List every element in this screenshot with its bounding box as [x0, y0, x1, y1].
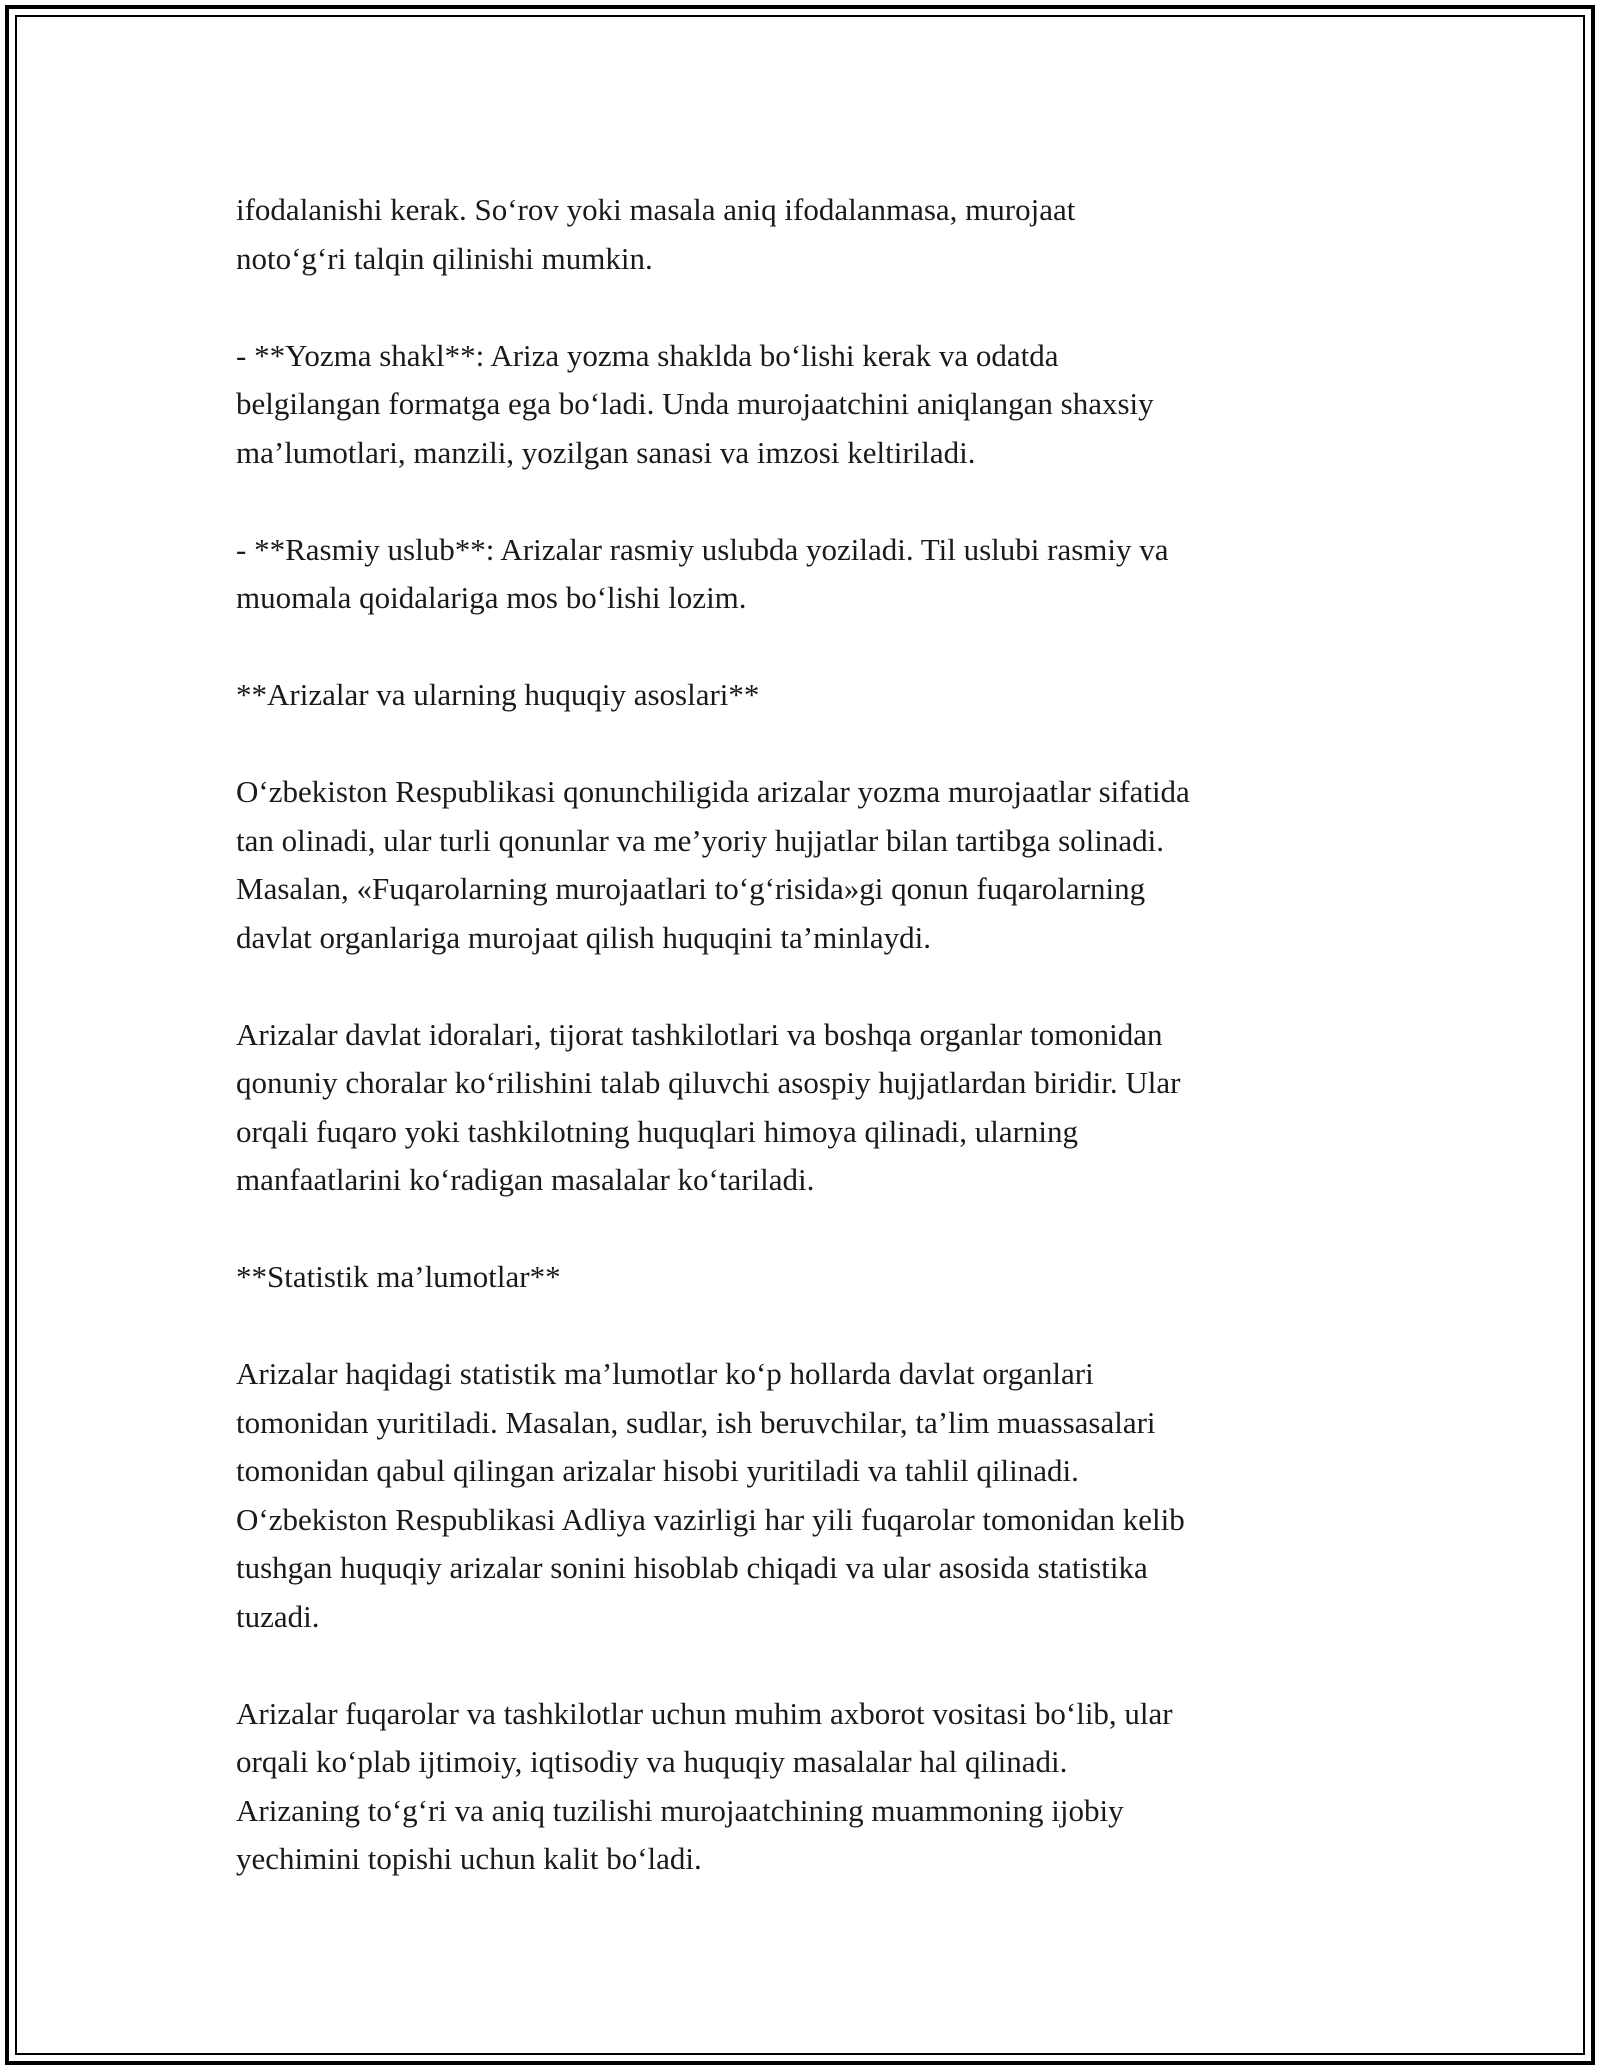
text-line: ma’lumotlari, manzili, yozilgan sanasi va imzosi keltiriladi.	[236, 434, 976, 470]
paragraph	[236, 1350, 1376, 1641]
text-line: Arizaning to‘g‘ri va aniq tuzilishi murojaatchining muammoning ijobiy	[236, 1792, 1124, 1828]
section-heading	[236, 1253, 1376, 1302]
text-line: orqali fuqaro yoki tashkilotning huquqlari himoya qilinadi, ularning	[236, 1113, 1079, 1149]
text-line: belgilangan formatga ega bo‘ladi. Unda murojaatchini aniqlangan shaxsiy	[236, 386, 1154, 421]
paragraph	[236, 768, 1376, 962]
text-line: davlat organlariga murojaat qilish huquqini ta’minlaydi.	[236, 919, 932, 955]
paragraph	[236, 186, 1376, 283]
text-line: **Statistik ma’lumotlar**	[236, 1259, 561, 1294]
text-line: tuzadi.	[236, 1598, 320, 1634]
text-line: tomonidan yuritiladi. Masalan, sudlar, ish beruvchilar, ta’lim muassasalari	[236, 1404, 1156, 1440]
text-line: manfaatlarini ko‘radigan masalalar ko‘tariladi.	[236, 1162, 815, 1197]
list-item-yozma-shakl	[236, 332, 1376, 478]
text-line: Arizalar haqidagi statistik ma’lumotlar ko‘p hollarda davlat organlari	[236, 1356, 1094, 1391]
text-line: qonuniy choralar ko‘rilishini talab qiluvchi asospiy hujjatlardan biridir. Ular	[236, 1065, 1181, 1100]
text-line: tushgan huquqiy arizalar sonini hisoblab chiqadi va ular asosida statistika	[236, 1550, 1148, 1585]
text-line: ifodalanishi kerak. So‘rov yoki masala aniq ifodalanmasa, murojaat	[236, 192, 1076, 227]
section-heading	[236, 671, 1376, 720]
text-line: muomala qoidalariga mos bo‘lishi lozim.	[236, 580, 747, 615]
paragraph	[236, 1011, 1376, 1205]
text-line: Arizalar davlat idoralari, tijorat tashkilotlari va boshqa organlar tomonidan	[236, 1016, 1163, 1052]
paragraph	[236, 1690, 1376, 1884]
text-line: - **Yozma shakl**: Ariza yozma shaklda bo‘lishi kerak va odatda	[236, 337, 1059, 373]
text-line: tomonidan qabul qilingan arizalar hisobi yuritiladi va tahlil qilinadi.	[236, 1453, 1079, 1488]
text-line: tan olinadi, ular turli qonunlar va me’yoriy hujjatlar bilan tartibga solinadi.	[236, 822, 1165, 858]
list-item-rasmiy-uslub	[236, 526, 1376, 623]
document-body	[236, 186, 1376, 1932]
text-line: Arizalar fuqarolar va tashkilotlar uchun muhim axborot vositasi bo‘lib, ular	[236, 1695, 1173, 1731]
text-line: yechimini topishi uchun kalit bo‘ladi.	[236, 1841, 702, 1876]
text-line: - **Rasmiy uslub**: Arizalar rasmiy uslubda yoziladi. Til uslubi rasmiy va	[236, 531, 1169, 567]
text-line: O‘zbekiston Respublikasi qonunchiligida arizalar yozma murojaatlar sifatida	[236, 774, 1190, 809]
text-line: Masalan, «Fuqarolarning murojaatlari to‘g‘risida»gi qonun fuqarolarning	[236, 871, 1146, 906]
text-line: noto‘g‘ri talqin qilinishi mumkin.	[236, 240, 653, 276]
text-line: O‘zbekiston Respublikasi Adliya vazirligi har yili fuqarolar tomonidan kelib	[236, 1501, 1185, 1537]
text-line: **Arizalar va ularning huquqiy asoslari**	[236, 677, 760, 712]
text-line: orqali ko‘plab ijtimoiy, iqtisodiy va huquqiy masalalar hal qilinadi.	[236, 1744, 1068, 1779]
